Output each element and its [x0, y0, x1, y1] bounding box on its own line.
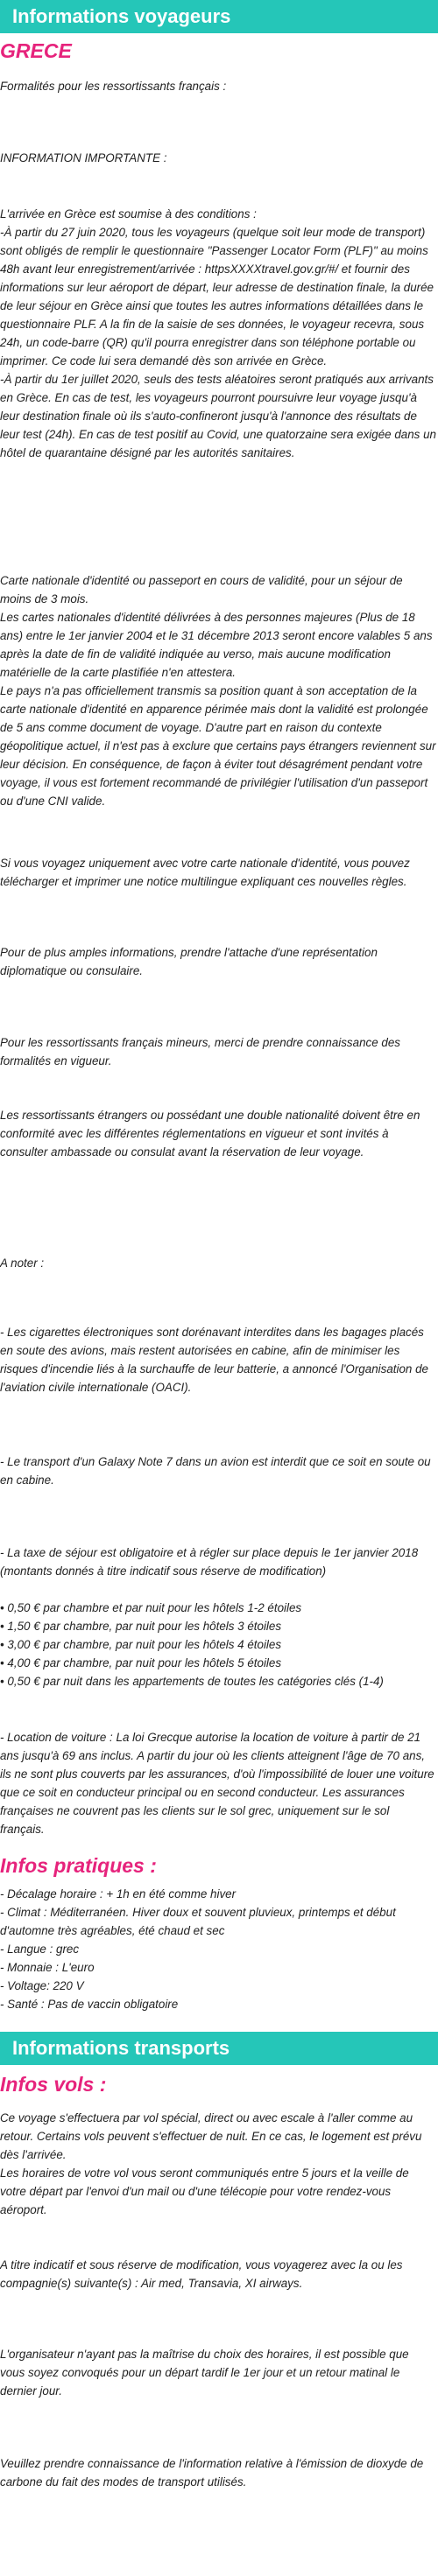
- minors-text: Pour les ressortissants français mineurs, merci de prendre connaissance des formalités en vigueur.: [0, 1036, 400, 1068]
- pratique-item: - Voltage: 220 V: [0, 1979, 84, 1992]
- pratique-item: - Santé : Pas de vaccin obligatoire: [0, 1998, 179, 2011]
- important-line: L'arrivée en Grèce est soumise à des conditions :: [0, 207, 257, 220]
- tax-item: • 4,00 € par chambre, par nuit pour les hôtels 5 étoiles: [0, 1656, 282, 1670]
- tax-item: • 0,50 € par chambre et par nuit pour les hôtels 1-2 étoiles: [0, 1601, 302, 1614]
- tax-intro: - La taxe de séjour est obligatoire et à régler sur place depuis le 1er janvier 2018 (montants donnés à titre indicatif sous réserve de modification): [0, 1546, 419, 1578]
- cni-notice: Si vous voyagez uniquement avec votre carte nationale d'identité, vous pouvez télécharger et imprimer une notice multilingue expliquant ces nouvelles règles.: [0, 857, 410, 888]
- tax-item: • 3,00 € par chambre, par nuit pour les hôtels 4 étoiles: [0, 1638, 282, 1651]
- pratiques-heading: Infos pratiques :: [0, 1854, 157, 1877]
- airlines-text: A titre indicatif et sous réserve de modification, vous voyagerez avec la ou les compagnie(s) suivante(s) : Air med, Transavia, XI airways.: [0, 2258, 403, 2290]
- car-rental-note: - Location de voiture : La loi Grecque autorise la location de voiture à partir de 21 ans jusqu'à 69 ans inclus. A partir du jour où les clients atteignent l'âge de 70 ans, ils ne sont plus couverts par les assurances, d'où l'impossibilité de louer une voiture que ce soit en conducteur principal ou en second conducteur. Les assurances françaises ne couvrent pas les clients sur le sol grec, uniquement sur le sol français.: [0, 1731, 434, 1836]
- tax-list: [0, 1599, 436, 1690]
- id-line: Le pays n'a pas officiellement transmis sa position quant à son acceptation de la carte nationale d'identité en apparence périmée mais dont la validité est prolongée de 5 ans comme document de voyage. D'autre part en raison du contexte géopolitique actuel, il n'est pas à exclure que certains pays étrangers reviennent sur leur décision. En conséquence, de façon à éviter tout désagrément pendant votre voyage, il vous est fortement recommandé de privilégier l'utilisation d'un passeport ou d'une CNI valide.: [0, 684, 436, 808]
- foreigners-text: Les ressortissants étrangers ou possédant une double nationalité doivent être en conformité avec les différentes réglementations en vigueur et sont invités à consulter ambassade ou consulat avant la réservation de leur voyage.: [0, 1109, 420, 1158]
- tax-item: • 1,50 € par chambre, par nuit pour les hôtels 3 étoiles: [0, 1620, 282, 1633]
- important-line: -À partir du 1er juillet 2020, seuls des tests aléatoires seront pratiqués aux arrivants en Grèce. En cas de test, les voyageurs pourront poursuivre leur voyage jusqu'à leur destination finale où ils s'auto-confineront jusqu'à l'annonce des résultats de leur test (24h). En cas de test positif au Covid, une quatorzaine sera exigée dans un hôtel de quarantaine désigné par les autorités sanitaires.: [0, 373, 436, 459]
- tax-item: • 0,50 € par nuit dans les appartements de toutes les catégories clés (1-4): [0, 1675, 384, 1688]
- pratique-item: - Monnaie : L'euro: [0, 1961, 95, 1974]
- id-block: [0, 571, 436, 810]
- more-info: Pour de plus amples informations, prendre l'attache d'une représentation diplomatique ou consulaire.: [0, 946, 378, 977]
- important-title: INFORMATION IMPORTANTE :: [0, 151, 167, 164]
- vols-line: Ce voyage s'effectuera par vol spécial, direct ou avec escale à l'aller comme au retour. Certains vols peuvent s'effectuer de nuit. En ce cas, le logement est prévu dès l'arrivée.: [0, 2111, 422, 2161]
- vols-heading: Infos vols :: [0, 2073, 107, 2096]
- pratique-item: - Climat : Méditerranéen. Hiver doux et souvent pluvieux, printemps et début d'automne très agréables, été chaud et sec: [0, 1906, 396, 1937]
- transports-banner: Informations transports: [0, 2032, 438, 2065]
- co2-text: Veuillez prendre connaissance de l'information relative à l'émission de dioxyde de carbone du fait des modes de transport utilisés.: [0, 2457, 424, 2488]
- intro-text: Formalités pour les ressortissants français :: [0, 80, 227, 93]
- id-line: Carte nationale d'identité ou passeport en cours de validité, pour un séjour de moins de 3 mois.: [0, 574, 403, 606]
- important-block: [0, 205, 436, 462]
- pratiques-list: [0, 1885, 436, 2013]
- voyageurs-banner: Informations voyageurs: [0, 0, 438, 33]
- galaxy-note: - Le transport d'un Galaxy Note 7 dans un avion est interdit que ce soit en soute ou en cabine.: [0, 1455, 431, 1487]
- country-heading: GRECE: [0, 39, 72, 62]
- note-title: A noter :: [0, 1256, 45, 1270]
- important-line: -À partir du 27 juin 2020, tous les voyageurs (quelque soit leur mode de transport) sont obligés de remplir le questionnaire "Passenger Locator Form (PLF)" au moins 48h avant leur enregistrement/arrivée : httpsXXXXtravel.gov.gr/#/ et fournir des informations sur leur aéroport de départ, leur adresse de destination finale, la durée de leur séjour en Grèce ainsi que toutes les autres informations détaillées dans le questionnaire PLF. A la fin de la saisie de ses données, le voyageur recevra, sous 24h, un code-barre (QR) qu'il pourra enregistrer dans son téléphone portable ou imprimer. Ce code lui sera demandé dès son arrivée en Grèce.: [0, 226, 434, 368]
- vols-line: Les horaires de votre vol vous seront communiqués entre 5 jours et la veille de votre départ par l'envoi d'un mail ou d'une télécopie pour votre rendez-vous aéroport.: [0, 2166, 409, 2216]
- id-line: Les cartes nationales d'identité délivrées à des personnes majeures (Plus de 18 ans) entre le 1er janvier 2004 et le 31 décembre 2013 seront encore valables 5 ans après la date de fin de validité indiquée au verso, mais aucune modification matérielle de la carte plastifiée n'en attestera.: [0, 611, 433, 679]
- pratique-item: - Langue : grec: [0, 1942, 80, 1956]
- vols-block: [0, 2109, 436, 2219]
- ecig-note: - Les cigarettes électroniques sont dorénavant interdites dans les bagages placés en soute des avions, mais restent autorisées en cabine, afin de minimiser les risques d'incendie liés à la surchauffe de leur batterie, a annoncé l'Organisation de l'aviation civile internationale (OACI).: [0, 1326, 428, 1394]
- organiser-text: L'organisateur n'ayant pas la maîtrise du choix des horaires, il est possible que vous soyez convoqués pour un départ tardif le 1er jour et un retour matinal le dernier jour.: [0, 2348, 409, 2398]
- pratique-item: - Décalage horaire : + 1h en été comme hiver: [0, 1887, 237, 1900]
